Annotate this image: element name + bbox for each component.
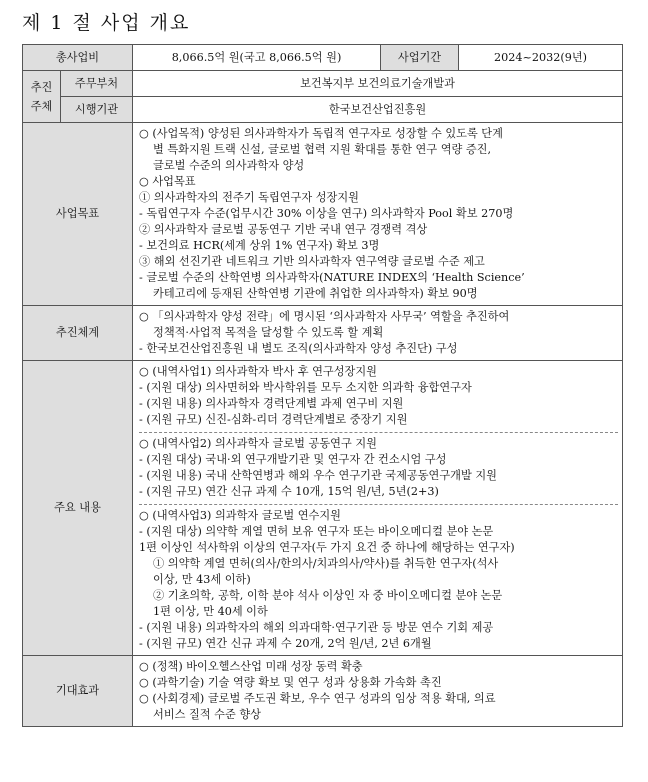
effects-row	[23, 656, 623, 727]
period-label: 사업기간	[381, 45, 459, 71]
contents-line: - (지원 규모) 신진-심화-리더 경력단계별로 중장기 지원	[139, 413, 408, 426]
contents-line: - (지원 규모) 연간 신규 과제 수 10개, 15억 원/년, 5년(2+3)	[139, 485, 439, 498]
period-value: 2024~2032(9년)	[459, 45, 623, 71]
goals-line: ③ 해외 선진기관 네트워크 기반 의사과학자 연구역량 글로벌 수준 제고	[139, 255, 485, 268]
effects-line: 서비스 질적 수준 향상	[153, 708, 261, 721]
ministry-row	[23, 71, 623, 97]
contents-label: 주요 내용	[23, 361, 133, 656]
executor-value: 한국보건산업진흥원	[133, 97, 623, 123]
effects-label: 기대효과	[23, 656, 133, 727]
effects-content	[133, 656, 623, 727]
system-line: - 한국보건산업진흥원 내 별도 조직(의사과학자 양성 추진단) 구성	[139, 342, 458, 355]
goals-line: 글로벌 수준의 의사과학자 양성	[153, 159, 305, 172]
section-title: 제 1 절 사업 개요	[22, 12, 191, 34]
goals-line: - 글로벌 수준의 산학연병 의사과학자(NATURE INDEX의 ‘Health Science’	[139, 271, 525, 284]
goals-content	[133, 123, 623, 306]
system-label: 추진체계	[23, 306, 133, 361]
contents-line: ○ (내역사업2) 의사과학자 글로벌 공동연구 지원	[139, 437, 377, 450]
contents-content	[133, 361, 623, 656]
contents-line: 이상, 만 43세 이하)	[153, 573, 251, 586]
goals-row	[23, 123, 623, 306]
contents-line: ② 기초의학, 공학, 이학 분야 석사 이상인 자 중 바이오메디컬 분야 논문	[153, 589, 503, 602]
goals-line: ○ 사업목표	[139, 175, 196, 188]
goals-line: 별 특화지원 트랙 신설, 글로벌 협력 지원 확대를 통한 연구 역량 증진,	[153, 143, 492, 156]
ministry-label: 주무부처	[61, 71, 133, 97]
contents-line: ○ (내역사업1) 의사과학자 박사 후 연구성장지원	[139, 365, 377, 378]
business-overview-table	[22, 44, 623, 727]
system-line: 정책적·사업적 목적을 달성할 수 있도록 할 계획	[153, 326, 384, 339]
block-divider	[139, 432, 618, 433]
contents-line: - (지원 내용) 국내 산학연병과 해외 우수 연구기관 국제공동연구개발 지원	[139, 469, 497, 482]
contents-line: - (지원 대상) 국내·외 연구개발기관 및 연구자 간 컨소시엄 구성	[139, 453, 447, 466]
contents-line: - (지원 규모) 연간 신규 과제 수 20개, 2억 원/년, 2년 6개월	[139, 637, 432, 650]
overview-row	[23, 45, 623, 71]
system-line: ○ 「의사과학자 양성 전략」에 명시된 ‘의사과학자 사무국’ 역할을 추진하여	[139, 310, 510, 323]
contents-line: 1편 이상인 석사학위 이상의 연구자(두 가지 요건 중 하나에 해당하는 연구자)	[139, 541, 515, 554]
goals-line: ① 의사과학자의 전주기 독립연구자 성장지원	[139, 191, 359, 204]
agency-group-label: 추진 주체	[23, 71, 61, 123]
goals-line: - 보건의료 HCR(세계 상위 1% 연구자) 확보 3명	[139, 239, 380, 252]
block-divider	[139, 504, 618, 505]
ministry-value: 보건복지부 보건의료기술개발과	[133, 71, 623, 97]
goals-line: ② 의사과학자 글로벌 공동연구 기반 국내 연구 경쟁력 격상	[139, 223, 428, 236]
effects-line: ○ (정책) 바이오헬스산업 미래 성장 동력 확충	[139, 660, 363, 673]
contents-line: - (지원 내용) 의과학자의 해외 의과대학·연구기관 등 방문 연수 기회 제공	[139, 621, 494, 634]
budget-label: 총사업비	[23, 45, 133, 71]
contents-line: - (지원 대상) 의사면허와 박사학위를 모두 소지한 의과학 융합연구자	[139, 381, 472, 394]
contents-line: 1편 이상, 만 40세 이하	[153, 605, 268, 618]
system-content	[133, 306, 623, 361]
goals-label: 사업목표	[23, 123, 133, 306]
contents-line: ○ (내역사업3) 의과학자 글로벌 연수지원	[139, 509, 341, 522]
system-row	[23, 306, 623, 361]
goals-line: 카테고리에 등재된 산학연병 기관에 취업한 의사과학자) 확보 90명	[153, 287, 478, 300]
executor-row	[23, 97, 623, 123]
goals-line: - 독립연구자 수준(업무시간 30% 이상을 연구) 의사과학자 Pool 확보 270명	[139, 207, 514, 220]
budget-value: 8,066.5억 원(국고 8,066.5억 원)	[133, 45, 381, 71]
contents-line: ① 의약학 계열 면허(의사/한의사/치과의사/약사)를 취득한 연구자(석사	[153, 557, 499, 570]
contents-line: - (지원 내용) 의사과학자 경력단계별 과제 연구비 지원	[139, 397, 404, 410]
goals-line: ○ (사업목적) 양성된 의사과학자가 독립적 연구자로 성장할 수 있도록 단계	[139, 127, 503, 140]
executor-label: 시행기관	[61, 97, 133, 123]
contents-row	[23, 361, 623, 656]
effects-line: ○ (사회경제) 글로벌 주도권 확보, 우수 연구 성과의 임상 적용 확대, 의료	[139, 692, 496, 705]
effects-line: ○ (과학기술) 기술 역량 확보 및 연구 성과 상용화 가속화 촉진	[139, 676, 442, 689]
contents-line: - (지원 대상) 의약학 계열 면허 보유 연구자 또는 바이오메디컬 분야 논문	[139, 525, 494, 538]
